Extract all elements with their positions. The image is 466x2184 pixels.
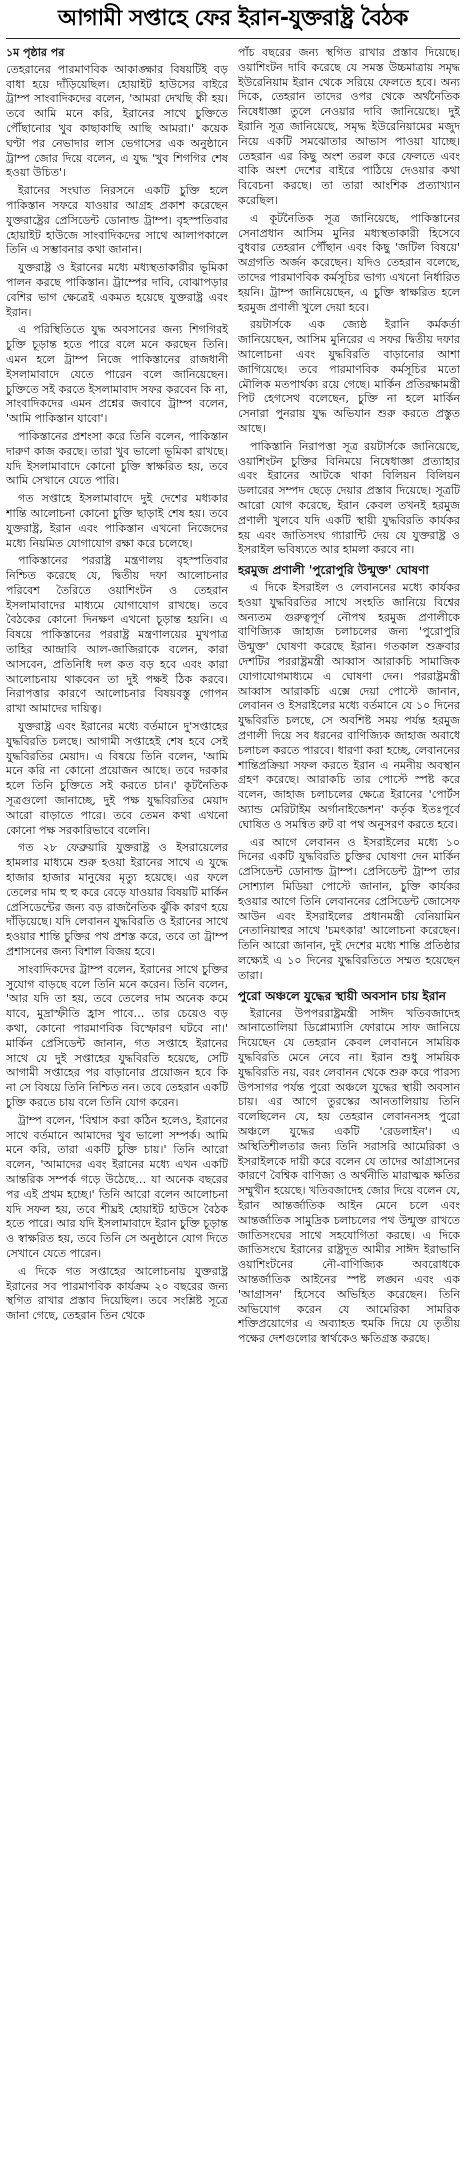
paragraph: যুক্তরাষ্ট্র এবং ইরানের মধ্যে বর্তমানে দু'সপ্তাহের যুদ্ধবিরতি চলছে। আগামী সপ্তাহেই শেষ হবে সেই যুদ্ধবিরতির মেয়াদ। এ বিষয়ে তিনি বলেন, 'আমি মনে করি না কোনো প্রয়োজন আছে। তবে দরকার হলে তিনি চুক্তিতে সই করতে চান।' কূটনৈতিক সূত্রগুলো জানাচ্ছে, দুই পক্ষ যুদ্ধবিরতির মেয়াদ আরো বাড়াতে পারে। তবে তেমন কথা এখনো কোনো পক্ষ সরকারিভাবে বলেনি। [6,720,228,837]
paragraph: পাকিস্তানের প্রশংসা করে তিনি বলেন, পাকিস্তান দারুণ কাজ করছে। তারা খুব ভালো ভূমিকা রাখছে। যদি ইসলামাবাদে কোনো চুক্তি স্বাক্ষরিত হয়, তবে আমি সেখানে যেতে পারি। [6,429,228,488]
paragraph: সাংবাদিকদের ট্রাম্প বলেন, ইরানের সাথে চুক্তির সুযোগ বাড়ছে বলে তিনি মনে করেন। তিনি বলেন, 'আর যদি তা হয়, তবে তেলের দাম অনেক কমে যাবে, মুদ্রাস্ফীতি হ্রাস পাবে… তার চেয়েও বড় কথা, কোনো পারমাণবিক বিস্ফোরণ ঘটবে না।' মার্কিন প্রেসিডেন্ট জানান, গত সপ্তাহে ইরানের সাথে যে দুই সপ্তাহের যুদ্ধবিরতি হয়েছে, সেটি আগামী সপ্তাহের পর বাড়ানোর প্রয়োজন হবে কি না সে বিষয়ে তিনি নিশ্চিত নন। তবে তেহরান একটি চুক্তি করতে চায় বলে তিনি যোগ করেন। [6,962,228,1109]
paragraph: এ দিকে ইসরাইল ও লেবাননের মধ্যে কার্যকর হওয়া যুদ্ধবিরতির সাথে সংহতি জানিয়ে বিশ্বের অন্যতম গুরুত্বপূর্ণ নৌপথ হরমুজ প্রণালীকে বাণিজ্যিক জাহাজ চলাচলের জন্য 'পুরোপুরি উন্মুক্ত' ঘোষণা করেছে ইরান। গতকাল শুক্রবার দেশটির পররাষ্ট্রমন্ত্রী আব্বাস আরাকচি সামাজিক যোগাযোগমাধ্যমে এ ঘোষণা দেন। পররাষ্ট্রমন্ত্রী আব্বাস আরাকচি এক্সে দেয়া পোস্টে জানান, লেবানন ও ইসরাইলের মধ্যে বর্তমানে যে ১০ দিনের যুদ্ধবিরতি চলছে, সে অবশিষ্ট সময় পর্যন্ত হরমুজ প্রণালী দিয়ে সব ধরনের বাণিজ্যিক জাহাজ অবাধে চলাচল করতে পারবে। ধারণা করা হচ্ছে, লেবাননের শান্তিপ্রক্রিয়া সফল করতে ইরান এ নমনীয় অবস্থান গ্রহণ করেছে। আরাকচি তার পোস্টে স্পষ্ট করে বলেন, জাহাজ চলাচলের ক্ষেত্রে ইরানের 'পোর্টস অ্যান্ড মেরিটাইম অর্গানাইজেশন' কর্তৃক ইতঃপূর্বে ঘোষিত ও সমন্বিত রুট বা পথ অনুসরণ করতে হবে। [238,581,460,831]
paragraph: পাঁচ বছরের জন্য স্থগিত রাখার প্রস্তাব দিয়েছে। ওয়াশিংটন দাবি করেছে যে সমস্ত উচ্চমাত্রায় সমৃদ্ধ ইউরেনিয়াম ইরান থেকে সরিয়ে ফেলতে হবে। অন্য দিকে, তেহরান তাদের ওপর থেকে অর্থনৈতিক নিষেধাজ্ঞা তুলে নেওয়ার দাবি জানিয়েছে। দুই ইরানি সূত্র জানিয়েছে, সমৃদ্ধ ইউরেনিয়ামের মজুদ নিয়ে একটি সমঝোতার আভাস পাওয়া যাচ্ছে। তেহরান এর কিছু অংশ তরল করে ফেলতে এবং বাকি অংশ দেশের বাইরে পাঠিয়ে দেওয়ার কথা বিবেচনা করছে। তা তারা আংশিক প্রত্যাখ্যান করেছিল। [238,46,460,207]
right-column [238,46,460,2178]
left-column [6,46,228,2178]
subheading-iran-wants-peace: পুরো অঞ্চলে যুদ্ধের স্থায়ী অবসান চায় ইরান [238,988,446,1003]
paragraph: তেহরানের পারমাণবিক আকাঙ্ক্ষার বিষয়টিই বড় বাধা হয়ে দাঁড়িয়েছিল। হোয়াইট হাউসের বাইরে ট্রাম্প সাংবাদিকদের বলেন, 'আমরা দেখছি কী হয়। তবে আমি মনে করি, ইরানের সাথে চুক্তিতে পৌঁছানোর খুব কাছাকাছি আছি আমরা।' কয়েক ঘণ্টা পর নেভাদার লাস ভেগাসের এক অনুষ্ঠানে ট্রাম্প জোর দিয়ে বলেন, এ যুদ্ধ 'খুব শিগগির শেষ হওয়া উচিত'। [6,62,228,180]
article-columns [6,46,460,2178]
paragraph: ট্রাম্প বলেন, 'বিশ্বাস করা কঠিন হলেও, ইরানের সাথে বর্তমানে আমাদের খুব ভালো সম্পর্ক। আমি মনে করি, তারা একটি চুক্তি চায়।' তিনি আরো বলেন, 'আমাদের এবং ইরানের মধ্যে এখন একটি আন্তরিক সম্পর্ক গড়ে উঠেছে… যা অনেক বছরের পর এই প্রথম হচ্ছে।' তিনি আরো বলেন আলোচনা যদি সফল হয়, তবে শীঘ্রই হোয়াইট হাউসে বৈঠক হতে পারে। আর যদি ইসলামাবাদে ইরান চুক্তি চূড়ান্ত ও স্বাক্ষরিত হয়, তবে তিনি সে অনুষ্ঠানে যোগ দিতে সেখানে যেতে পারেন। [6,1113,228,1260]
paragraph: ইরানের সংঘাত নিরসনে একটি চুক্তি হলে পাকিস্তান সফরে যাওয়ার আগ্রহ প্রকাশ করেছেন যুক্তরাষ্ট্রের প্রেসিডেন্ট ডোনাল্ড ট্রাম্প। বৃহস্পতিবার হোয়াইট হাউজে সাংবাদিকদের সাথে আলাপকালে তিনি এ সম্ভাবনার কথা জানান। [6,184,228,257]
subheading-hormuz: হরমুজ প্রণালী 'পুরোপুরি উন্মুক্ত' ঘোষণা [238,563,429,578]
paragraph: গত ২৮ ফেব্রুয়ারি যুক্তরাষ্ট্র ও ইসরায়েলের হামলার মাধ্যমে শুরু হওয়া ইরানের সাথে এ যুদ্ধে হাজার হাজার মানুষের মৃত্যু হয়েছে। এর ফলে তেলের দাম হু হু করে বেড়ে যাওয়ার বিষয়টি মার্কিন প্রেসিডেন্টের জন্য বড় রাজনৈতিক ঝুঁকি কারণ হয়ে দাঁড়িয়েছে। যদি লেবানন যুদ্ধবিরতি ও ইরানের সাথে হওয়ার শান্তি চুক্তির পথ প্রশস্ত করে, তবে তা ট্রাম্প প্রশাসনের জন্য বিশাল বিজয় হবে। [6,841,228,959]
paragraph: রয়টার্সকে এক জ্যেষ্ঠ ইরানি কর্মকর্তা জানিয়েছেন, আসিম মুনিরের এ সফর দ্বিতীয় দফার আলোচনা এবং যুদ্ধবিরতি বাড়ানোর আশা জাগিয়েছে। তবে পারমাণবিক কর্মসূচির মতো মৌলিক মতপার্থক্য রয়ে গেছে। মার্কিন প্রতিরক্ষামন্ত্রী পিট হেগসেথ বলেছেন, চুক্তি না হলে মার্কিন সেনারা পুনরায় যুদ্ধ অভিযান শুরু করতে প্রস্তুত আছে। [238,318,460,435]
paragraph: ইরানের উপপররাষ্ট্রমন্ত্রী সাঈদ খতিবজাদেহ আনাতোলিয়া ডিপ্লোম্যাসি ফোরামে সাফ জানিয়ে দিয়েছেন যে তেহরান কেবল লেবাননে সাময়িক যুদ্ধবিরতি মেনে নেবে না। ইরান শুধু সাময়িক যুদ্ধবিরতি নয়, বরং লেবানন থেকে শুরু করে পারস্য উপসাগর পর্যন্ত পুরো অঞ্চলে যুদ্ধের স্থায়ী অবসান চায়। এর আগে তুরস্কের আনতালিয়ায় তিনি বলেছিলেন যে, হয় তেহরান লেবাননসহ পুরো অঞ্চলে যুদ্ধের একটি 'রেডলাইন'। এ অস্থিতিশীলতার জন্য তিনি সরাসরি আমেরিকা ও ইসরাইলকে দায়ী করে বলেন যে তাদের আগ্রাসনের কারণে বৈশ্বিক বাণিজ্য ও অর্থনীতি মারাত্মক ক্ষতির সম্মুখীন হয়েছে। খতিবজাদেহ জোর দিয়ে বলেন যে, ইরান আন্তর্জাতিক আইন মেনে চলে এবং আন্তর্জাতিক সামুদ্রিক চলাচলের পথ উন্মুক্ত রাখতে জাতিসংঘের সাথে সহযোগিতা করছে। এ দিকে জাতিসংঘে ইরানের রাষ্ট্রদূত আমীর সাঈদ ইরাভানি ওয়াশিংটনের নৌ-বাণিজ্যিক অবরোধকে আন্তর্জাতিক আইনের স্পষ্ট লঙ্ঘন এবং এক 'আগ্রাসন' হিসেবে অভিহিত করেছেন। তিনি অভিযোগ করেন যে আমেরিকা সামরিক শক্তিপ্রয়োগের এ অব্যাহত হুমকি দিয়ে যে তৃতীয় পক্ষের দেশগুলোর স্বার্থকেও ক্ষতিগ্রস্ত করছে। [238,1006,460,1346]
paragraph: গত সপ্তাহে ইসলামাবাদে দুই দেশের মধ্যকার শান্তি আলোচনা কোনো চুক্তি ছাড়াই শেষ হয়। তবে যুক্তরাষ্ট্র, ইরান এবং পাকিস্তান এখনো নিজেদের মধ্যে নিয়মিত যোগাযোগ রক্ষা করে চলেছে। [6,492,228,550]
paragraph: যুক্তরাষ্ট্র ও ইরানের মধ্যে মধ্যস্থতাকারীর ভূমিকা পালন করছে পাকিস্তান। ট্রাম্পের দাবি, বোঝাপড়ার বেশির ভাগ ক্ষেত্রেই একমত হয়েছে যুক্তরাষ্ট্র এবং ইরান। [6,261,228,319]
paragraph: এ পরিস্থিতিতে যুদ্ধ অবসানের জন্য শিগগিরই চুক্তি চূড়ান্ত হতে পারে বলে মনে করছেন তিনি। এমন হলে ট্রাম্প নিজে পাকিস্তানের রাজধানী ইসলামাবাদে যেতে পারেন বলে জানিয়েছেন। চুক্তিতে সই করতে ইসলামাবাদ সফর করবেন কি না, সাংবাদিকদের এমন প্রশ্নের জবাবে ট্রাম্প বলেন, 'আমি পাকিস্তান যাবো'। [6,323,228,426]
paragraph: পাকিস্তানি নিরাপত্তা সূত্র রয়টার্সকে জানিয়েছে, ওয়াশিংটন চুক্তির বিনিময়ে নিষেধাজ্ঞা প্রত্যাহার এবং ইরানের আটকে থাকা বিলিয়ন বিলিয়ন ডলারের সম্পদ ছেড়ে দেয়ার প্রস্তাব দিয়েছে। সূত্রটি আরো যোগ করেছে, ইরান কেবল তখনই হরমুজ প্রণালী খুলবে যদি একটি স্থায়ী যুদ্ধবিরতি কার্যকর হয় এবং জাতিসংঘ গ্যারান্টি দেয় যে যুক্তরাষ্ট্র ও ইসরাইল ভবিষ্যতে আর হামলা করবে না। [238,439,460,557]
continued-note: ১ম পৃষ্ঠার পর [6,46,65,59]
paragraph: এ কূটনৈতিক সূত্র জানিয়েছে, পাকিস্তানের সেনাপ্রধান আসিম মুনির মধ্যস্থতাকারী হিসেবে বুধবার তেহরান পৌঁছান এবং কিছু 'জটিল বিষয়ে' অগ্রগতি অর্জন করেছেন। যদিও তেহরান বলেছে, তাদের পারমাণবিক কর্মসূচির ভাগ্য এখনো নির্ধারিত হয়নি। ট্রাম্প জানিয়েছেন, এ চুক্তি স্বাক্ষরিত হলে হরমুজ প্রণালী খুলে দেয়া হবে। [238,211,460,314]
paragraph: এ দিকে গত সপ্তাহের আলোচনায় যুক্তরাষ্ট্র ইরানের সব পারমাণবিক কার্যক্রম ২০ বছরের জন্য স্থগিত রাখার প্রস্তাব দিয়েছিল। তবে সংশ্লিষ্ট সূত্রে জানা গেছে, তেহরান তিন থেকে [6,1264,228,1323]
paragraph: পাকিস্তানের পররাষ্ট্র মন্ত্রণালয় বৃহস্পতিবার নিশ্চিত করেছে যে, দ্বিতীয় দফা আলোচনার পরিবেশ তৈরিতে ওয়াশিংটন ও তেহরান ইসলামাবাদের মাধ্যমে যোগাযোগ রাখছে। তবে বৈঠকের কোনো দিনক্ষণ এখনো চূড়ান্ত হয়নি। এ বিষয়ে পাকিস্তানের পররাষ্ট্র মন্ত্রণালয়ের মুখপাত্র তাহির আন্দ্রাবি আল-জাজিরাকে বলেন, কারা আসবেন, প্রতিনিধি দল কত বড় হবে এবং কারা আলোচনায় থাকবেন তা দুই পক্ষই ঠিক করবে। নিরাপত্তার কারণে আলোচনার বিষয়বস্তু গোপন রাখা আমাদের দায়িত্ব। [6,554,228,716]
headline: আগামী সপ্তাহে ফের ইরান-যুক্তরাষ্ট্র বৈঠক [6,4,460,39]
paragraph: এর আগে লেবানন ও ইসরাইলের মধ্যে ১০ দিনের একটি যুদ্ধবিরতি চুক্তির ঘোষণা দেন মার্কিন প্রেসিডেন্ট ডোনাল্ড ট্রাম্প। প্রেসিডেন্ট ট্রাম্প তার সোশ্যাল মিডিয়া পোস্টে জানান, চুক্তি কার্যকর হওয়ার আগে তিনি লেবাননের প্রেসিডেন্ট জোসেফ আউন এবং ইসরাইলের প্রধানমন্ত্রী বেনিয়ামিন নেতানিয়াহুর সাথে 'চমৎকার' আলোচনা করেছেন। তিনি আরো জানান, দুই দেশের মধ্যে শান্তি প্রতিষ্ঠার লক্ষ্যেই এ ১০ দিনের যুদ্ধবিরতিতে সম্মত হয়েছেন তারা। [238,835,460,982]
